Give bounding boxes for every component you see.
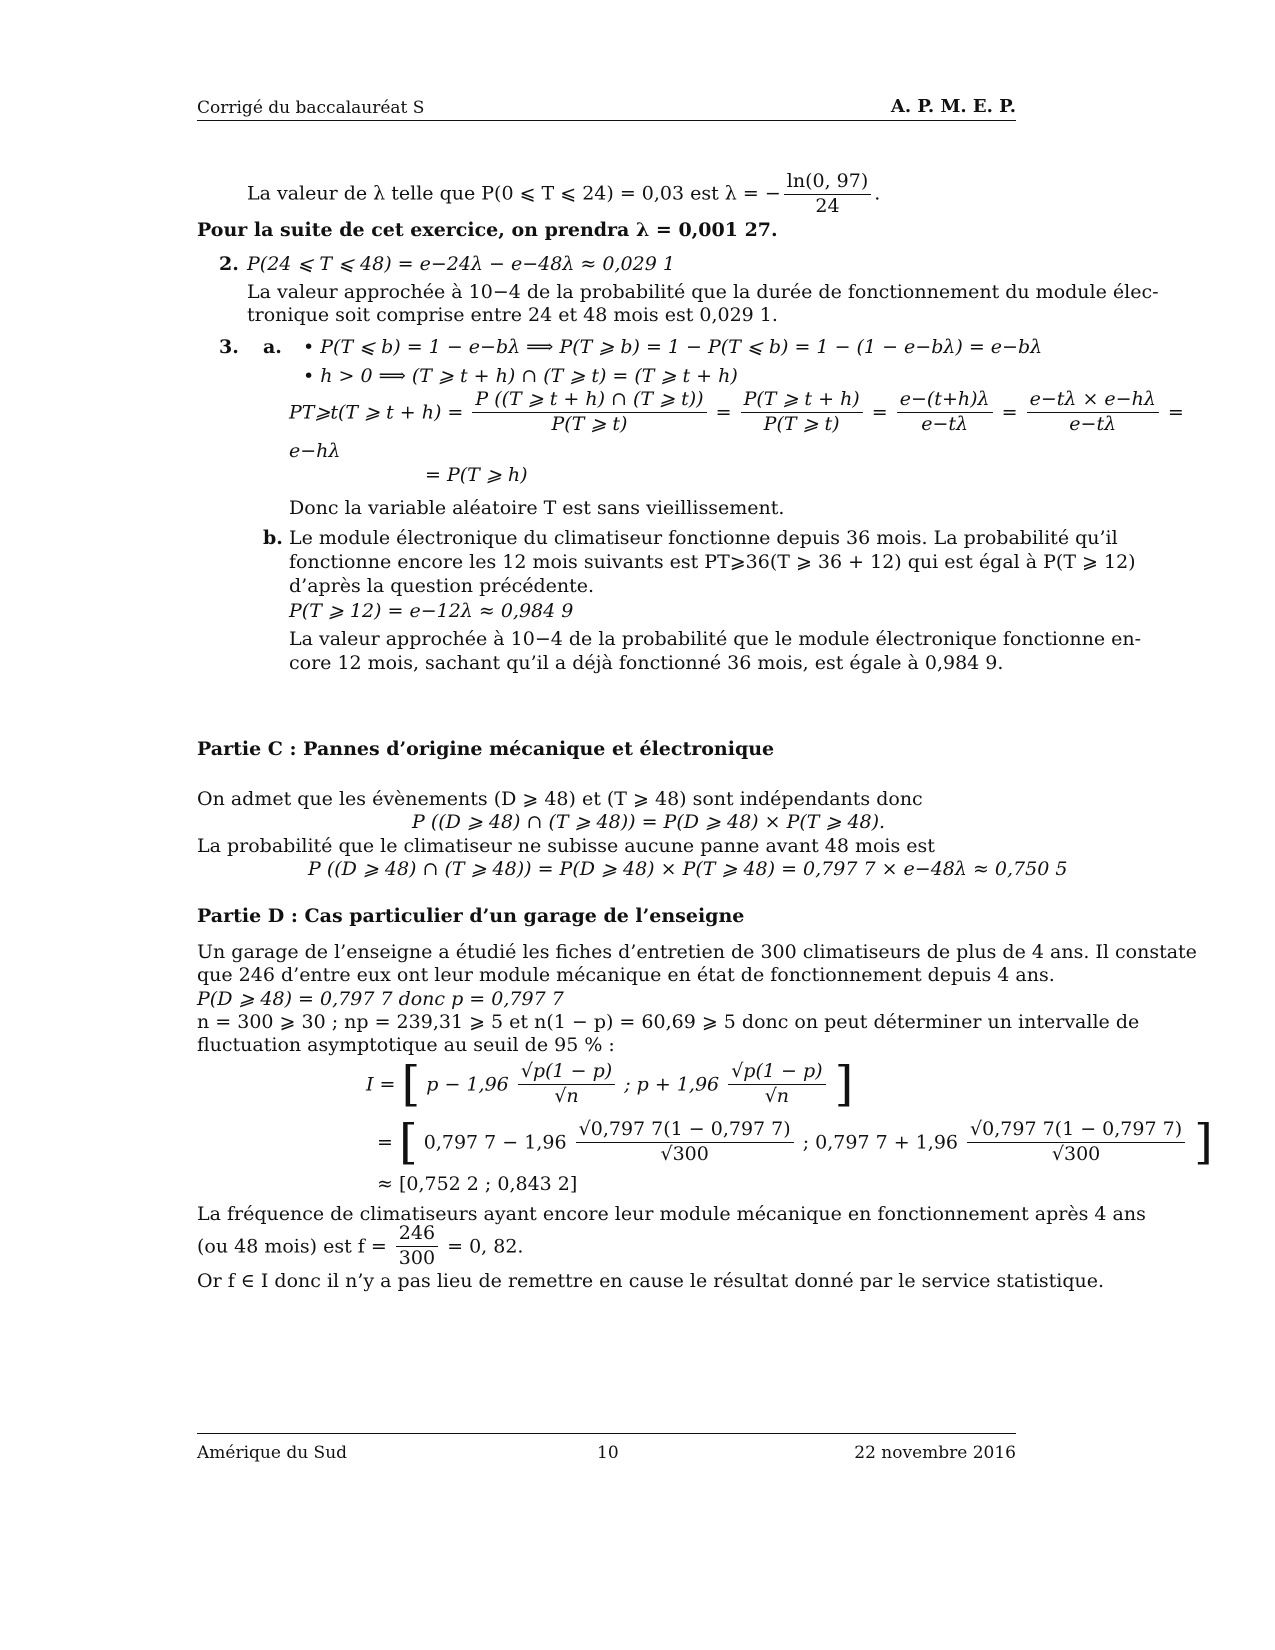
frequency-pre: (ou 48 mois) est f = xyxy=(197,1235,387,1258)
footer-left: Amérique du Sud xyxy=(197,1443,348,1463)
partie-c-eq1: P ((D ⩾ 48) ∩ (T ⩾ 48)) = P(D ⩾ 48) × P(T ⩾ 48). xyxy=(412,811,886,833)
interval-upper: ; p + 1,96 xyxy=(624,1073,720,1096)
partie-c-line2: La probabilité que le climatiseur ne subisse aucune panne avant 48 mois est xyxy=(197,835,935,857)
cond-continuation: e−hλ xyxy=(289,440,341,462)
eq-sign: = xyxy=(715,401,732,424)
partie-d-line5: fluctuation asymptotique au seuil de 95 % : xyxy=(197,1034,615,1056)
q3b-line4: La valeur approchée à 10−4 de la probabilité que le module électronique fonctionne en- xyxy=(289,628,1142,650)
frequency-line1: La fréquence de climatiseurs ayant encore leur module mécanique en fonctionnement après 4 ans xyxy=(197,1203,1146,1225)
lambda-value-note: Pour la suite de cet exercice, on prendra λ = 0,001 27. xyxy=(197,219,778,241)
cond-frac-2-num: P(T ⩾ t + h) xyxy=(741,388,863,413)
q2-text-line1: La valeur approchée à 10−4 de la probabilité que la durée de fonctionnement du module élec- xyxy=(247,281,1159,303)
interval-lhs: I = xyxy=(366,1073,396,1096)
partie-d-title: Partie D : Cas particulier d’un garage de l’enseigne xyxy=(197,905,745,927)
interval-frac-1 xyxy=(518,1060,615,1109)
interval-frac-2-num: √p(1 − p) xyxy=(728,1060,825,1085)
cond-frac-3-den: e−tλ xyxy=(921,412,969,435)
conditional-equation xyxy=(289,388,1184,437)
cond-frac-1-num: P ((T ⩾ t + h) ∩ (T ⩾ t)) xyxy=(472,388,706,413)
cond-result: = P(T ⩾ h) xyxy=(425,464,528,486)
cond-frac-2 xyxy=(741,388,863,437)
partie-d-line2: que 246 d’entre eux ont leur module mécanique en état de fonctionnement depuis 4 ans. xyxy=(197,964,1055,986)
q2-formula: P(24 ⩽ T ⩽ 48) = e−24λ − e−48λ ≈ 0,029 1 xyxy=(247,253,675,275)
interval-approx: ≈ [0,752 2 ; 0,843 2] xyxy=(377,1173,578,1195)
lambda-denominator: 24 xyxy=(815,194,840,217)
lambda-intro: La valeur de λ telle que P(0 ⩽ T ⩽ 24) = 0,03 est λ = − xyxy=(247,182,781,205)
q2-number: 2. xyxy=(219,253,239,275)
page-number: 10 xyxy=(597,1443,619,1463)
lambda-fraction xyxy=(784,170,871,219)
q2-text-line2: tronique soit comprise entre 24 et 48 mois est 0,029 1. xyxy=(247,304,778,326)
lambda-line xyxy=(247,170,880,219)
interval-numeric xyxy=(377,1114,1213,1171)
numeric-frac-1-num: √0,797 7(1 − 0,797 7) xyxy=(576,1118,794,1143)
partie-c-line1: On admet que les évènements (D ⩾ 48) et (T ⩾ 48) sont indépendants donc xyxy=(197,788,923,810)
numeric-upper: ; 0,797 7 + 1,96 xyxy=(802,1131,958,1154)
bullet-2: • h > 0 ⟹ (T ⩾ t + h) ∩ (T ⩾ t) = (T ⩾ t + h) xyxy=(303,365,738,387)
frequency-fraction xyxy=(396,1222,438,1271)
cond-frac-4 xyxy=(1027,388,1159,437)
cond-frac-1 xyxy=(472,388,706,437)
interval-frac-1-num: √p(1 − p) xyxy=(518,1060,615,1085)
partie-c-title: Partie C : Pannes d’origine mécanique et électronique xyxy=(197,738,775,760)
lambda-end: . xyxy=(874,182,881,205)
numeric-frac-1-den: √300 xyxy=(660,1142,709,1165)
header-left: Corrigé du baccalauréat S xyxy=(197,98,425,118)
numeric-frac-1 xyxy=(576,1118,794,1167)
partie-c-eq2: P ((D ⩾ 48) ∩ (T ⩾ 48)) = P(D ⩾ 48) × P(T ⩾ 48) = 0,797 7 × e−48λ ≈ 0,750 5 xyxy=(308,858,1068,880)
cond-frac-1-den: P(T ⩾ t) xyxy=(551,412,628,435)
numeric-frac-2-den: √300 xyxy=(1051,1142,1101,1165)
frequency-line2 xyxy=(197,1222,523,1271)
header-rule xyxy=(197,120,1016,121)
partie-d-line3: P(D ⩾ 48) = 0,797 7 donc p = 0,797 7 xyxy=(197,988,564,1010)
numeric-lower: 0,797 7 − 1,96 xyxy=(423,1131,567,1154)
header-right: A. P. M. E. P. xyxy=(890,96,1016,117)
eq-sign: = xyxy=(871,401,888,424)
left-bracket-icon: [ xyxy=(398,1114,418,1171)
partie-d-line1: Un garage de l’enseigne a étudié les fiches d’entretien de 300 climatiseurs de plus de 4 ans. Il constate xyxy=(197,941,1197,963)
bullet-1: • P(T ⩽ b) = 1 − e−bλ ⟹ P(T ⩾ b) = 1 − P(T ⩽ b) = 1 − (1 − e−bλ) = e−bλ xyxy=(303,336,1043,358)
numeric-eq: = xyxy=(377,1131,393,1154)
cond-frac-3 xyxy=(897,388,993,437)
right-bracket-icon: ] xyxy=(1194,1114,1213,1171)
q3b-line3: d’après la question précédente. xyxy=(289,575,595,597)
cond-frac-2-den: P(T ⩾ t) xyxy=(763,412,840,435)
frequency-post: = 0, 82. xyxy=(447,1235,524,1258)
eq-sign: = xyxy=(1001,401,1018,424)
footer-rule xyxy=(197,1433,1016,1434)
q3b-formula: P(T ⩾ 12) = e−12λ ≈ 0,984 9 xyxy=(289,600,574,622)
q3b-line2: fonctionne encore les 12 mois suivants est PT⩾36(T ⩾ 36 + 12) qui est égal à P(T ⩾ 12) xyxy=(289,551,1136,573)
cond-lhs: PT⩾t(T ⩾ t + h) = xyxy=(289,401,464,424)
final-conclusion: Or f ∈ I donc il n’y a pas lieu de remettre en cause le résultat donné par le service statistique. xyxy=(197,1270,1105,1292)
interval-frac-1-den: √n xyxy=(554,1084,579,1107)
interval-frac-2 xyxy=(728,1060,825,1109)
cond-frac-3-num: e−(t+h)λ xyxy=(897,388,993,413)
footer-right: 22 novembre 2016 xyxy=(854,1443,1016,1463)
cond-frac-4-num: e−tλ × e−hλ xyxy=(1027,388,1159,413)
numeric-frac-2-num: √0,797 7(1 − 0,797 7) xyxy=(967,1118,1185,1143)
interval-frac-2-den: √n xyxy=(764,1084,790,1107)
interval-formula xyxy=(366,1056,854,1113)
eq-sign: = xyxy=(1167,401,1184,424)
no-ageing-conclusion: Donc la variable aléatoire T est sans vieillissement. xyxy=(289,497,785,519)
frequency-den: 300 xyxy=(398,1246,436,1269)
frequency-num: 246 xyxy=(396,1222,438,1247)
q3a-label: a. xyxy=(263,336,282,358)
left-bracket-icon: [ xyxy=(401,1056,421,1113)
lambda-numerator: ln(0, 97) xyxy=(784,170,871,195)
q3-number: 3. xyxy=(219,336,239,358)
interval-lower: p − 1,96 xyxy=(426,1073,509,1096)
numeric-frac-2 xyxy=(967,1118,1185,1167)
cond-frac-4-den: e−tλ xyxy=(1069,412,1117,435)
right-bracket-icon: ] xyxy=(834,1056,854,1113)
q3b-line1: Le module électronique du climatiseur fonctionne depuis 36 mois. La probabilité qu’il xyxy=(289,527,1118,549)
partie-d-line4: n = 300 ⩾ 30 ; np = 239,31 ⩾ 5 et n(1 − p) = 60,69 ⩾ 5 donc on peut déterminer un intervalle de xyxy=(197,1011,1140,1033)
q3b-label: b. xyxy=(263,527,283,549)
q3b-line5: core 12 mois, sachant qu’il a déjà fonctionné 36 mois, est égale à 0,984 9. xyxy=(289,652,1004,674)
